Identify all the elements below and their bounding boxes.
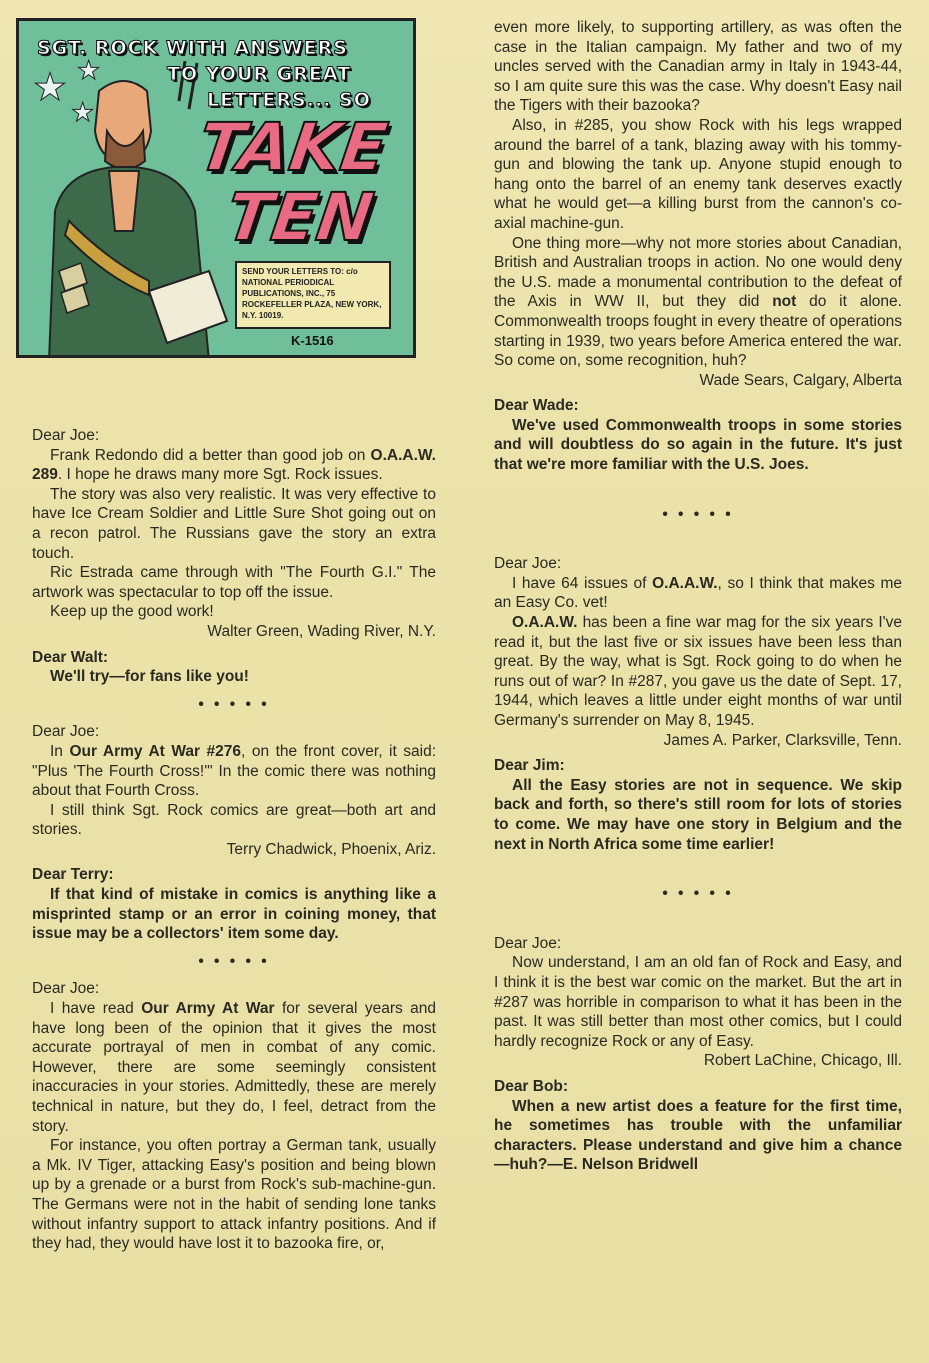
editor-reply: If that kind of mistake in comics is anything like a misprinted stamp or an error in coining money, that issue may be a collectors' item some day. bbox=[32, 886, 436, 943]
mailing-address: SEND YOUR LETTERS TO: c/o NATIONAL PERIODICAL PUBLICATIONS, INC., 75 ROCKEFELLER PLAZA, NEW YORK, N.Y. 10019. bbox=[235, 261, 391, 329]
star-icon: ★ bbox=[71, 97, 95, 127]
text-run: I have 64 issues of bbox=[512, 574, 653, 592]
letter-signature: Terry Chadwick, Phoenix, Ariz. bbox=[226, 840, 436, 858]
reply-salutation: Dear Terry: bbox=[32, 866, 114, 884]
take-ten-header-panel bbox=[16, 18, 416, 358]
letter-paragraph bbox=[32, 742, 436, 801]
letter-paragraph: Also, in #285, you show Rock with his legs wrapped around the barrel of a tank, blazing away with his tommy-gun and blowing the tank up. Anyone stupid enough to hang onto the barrel of an enemy tank deserves exactly what he would get—a killing burst from the cannon's co-axial machine-gun. bbox=[494, 116, 902, 232]
issue-ref: Our Army At War #276 bbox=[69, 742, 242, 760]
text-run: has been a fine war mag for the six years I've read it, but the last five or six issues have been less than great. By the way, what is Sgt. Rock going to do when he runs out of war? In #287, you gave us the date of Sept. 17, 1944, which leaves a little under eight months of war until Germany's surrender on May 8, 1945. bbox=[494, 614, 902, 729]
letter-paragraph: even more likely, to supporting artillery, as was often the case in the Italian campaign. My father and two of my uncles served with the Canadian army in Italy in 1943-44, so I am quite sure this was the case. Why doesn't Easy nail the Tigers with their bazooka? bbox=[494, 19, 902, 115]
right-column bbox=[494, 18, 902, 1175]
text-run: . I hope he draws many more Sgt. Rock issues. bbox=[57, 466, 383, 484]
header-line-2: TO YOUR GREAT bbox=[167, 63, 352, 85]
text-run: One thing more—why not more stories about Canadian, British and Australian troops in action. No one would deny the U.S. made a monumental contribution to the defeat of the Axis in WW II, but they did bbox=[494, 234, 902, 311]
letter-paragraph: The story was also very realistic. It was very effective to have Ice Cream Soldier and Little Sure Shot going out on a recon patrol. The Russians gave the story an extra touch. bbox=[32, 485, 436, 562]
letter-paragraph bbox=[32, 999, 436, 1136]
reply-salutation: Dear Wade: bbox=[494, 397, 579, 415]
letter-paragraph bbox=[494, 234, 902, 371]
section-separator: • • • • • bbox=[198, 695, 270, 713]
reply-salutation: Dear Walt: bbox=[32, 648, 109, 666]
ten-title: TEN bbox=[221, 179, 378, 256]
letter-paragraph: I still think Sgt. Rock comics are great—both art and stories. bbox=[32, 801, 436, 839]
letter-salutation: Dear Joe: bbox=[494, 555, 562, 573]
text-run: In bbox=[50, 742, 70, 760]
letter-signature: Wade Sears, Calgary, Alberta bbox=[699, 371, 902, 389]
section-separator: • • • • • bbox=[662, 885, 734, 903]
star-icon: ★ bbox=[33, 67, 68, 109]
editor-reply: All the Easy stories are not in sequence. We skip back and forth, so there's still room for lots of stories to come. We may have one story in Belgium and the next in North Africa some time earlier! bbox=[494, 776, 902, 853]
letter-paragraph: For instance, you often portray a German tank, usually a Mk. IV Tiger, attacking Easy's position and being blown up by a grenade or a burst from Rock's sub-machine-gun. The Germans were not in the habit of sending lone tanks without infantry support to attack infantry positions. And if they had, they would have lost it to bazooka fire, or, bbox=[32, 1137, 436, 1253]
section-separator: • • • • • bbox=[662, 505, 734, 523]
letter-signature: James A. Parker, Clarksville, Tenn. bbox=[663, 731, 902, 749]
letter-paragraph bbox=[494, 613, 902, 731]
title-ref: Our Army At War bbox=[141, 1000, 275, 1018]
header-line-3: LETTERS... SO bbox=[207, 89, 371, 111]
reply-salutation: Dear Bob: bbox=[494, 1077, 569, 1095]
letter-paragraph: Keep up the good work! bbox=[50, 603, 214, 621]
letter-salutation: Dear Joe: bbox=[32, 427, 100, 444]
reply-salutation: Dear Jim: bbox=[494, 757, 565, 775]
letter-signature: Robert LaChine, Chicago, Ill. bbox=[703, 1052, 902, 1070]
text-run: I have read bbox=[50, 1000, 142, 1018]
editor-reply: When a new artist does a feature for the first time, he sometimes has trouble with the unfamiliar characters. Please understand and give him a chance—huh?—E. Nelson Bridwell bbox=[494, 1097, 902, 1174]
take-title: TAKE bbox=[193, 109, 392, 186]
star-icon: ★ bbox=[77, 55, 101, 85]
letter-paragraph: Ric Estrada came through with "The Fourth G.I." The artwork was spectacular to top off the issue. bbox=[32, 564, 436, 601]
letter-salutation: Dear Joe: bbox=[32, 723, 100, 741]
sgt-rock-illustration bbox=[29, 61, 229, 358]
text-run: do it alone. Commonwealth troops fought in every theatre of operations starting in 1939, two years before America entered the war. So come on, some recognition, huh? bbox=[494, 293, 902, 370]
editor-reply: We've used Commonwealth troops in some stories and will doubtless do so again in the future. It's just that we're more familiar with the U.S. Joes. bbox=[494, 416, 902, 474]
text-run: , on the front cover, it said: "Plus 'The Fourth Cross!'" In the comic there was nothing about that Fourth Cross. bbox=[32, 742, 436, 800]
letter-signature: Walter Green, Wading River, N.Y. bbox=[207, 622, 436, 640]
text-run: , so I think that makes me an Easy Co. vet! bbox=[494, 574, 902, 612]
letter-paragraph: Now understand, I am an old fan of Rock and Easy, and I think it is the best war comic on the market. But the art in #287 was horrible in comparison to what it has been in the past. It was still better than most other comics, but I could hardly recognize Rock or any of Easy. bbox=[494, 954, 902, 1050]
text-run: for several years and have long been of the opinion that it gives the most accurate portrayal of men in combat of any comic. However, there are some seemingly consistent inaccuracies in your stories. Admittedly, these are merely technical in nature, but they do, I feel, detract from the story. bbox=[32, 1000, 437, 1135]
letter-salutation: Dear Joe: bbox=[32, 980, 100, 998]
header-line-1: SGT. ROCK WITH ANSWERS bbox=[37, 37, 348, 59]
letter-salutation: Dear Joe: bbox=[494, 934, 562, 952]
text-run: Frank Redondo did a better than good job on bbox=[50, 446, 371, 464]
editor-reply: We'll try—for fans like you! bbox=[50, 668, 249, 686]
issue-ref: O.A.A.W. 289 bbox=[32, 446, 436, 484]
panel-code: K-1516 bbox=[291, 333, 334, 348]
left-column bbox=[32, 426, 436, 1254]
emphasis: not bbox=[772, 293, 797, 311]
section-separator: • • • • • bbox=[198, 952, 270, 970]
issue-ref: O.A.A.W. bbox=[652, 574, 718, 592]
letter-paragraph bbox=[32, 446, 436, 485]
issue-ref: O.A.A.W. bbox=[512, 614, 578, 632]
letter-paragraph bbox=[494, 574, 902, 613]
